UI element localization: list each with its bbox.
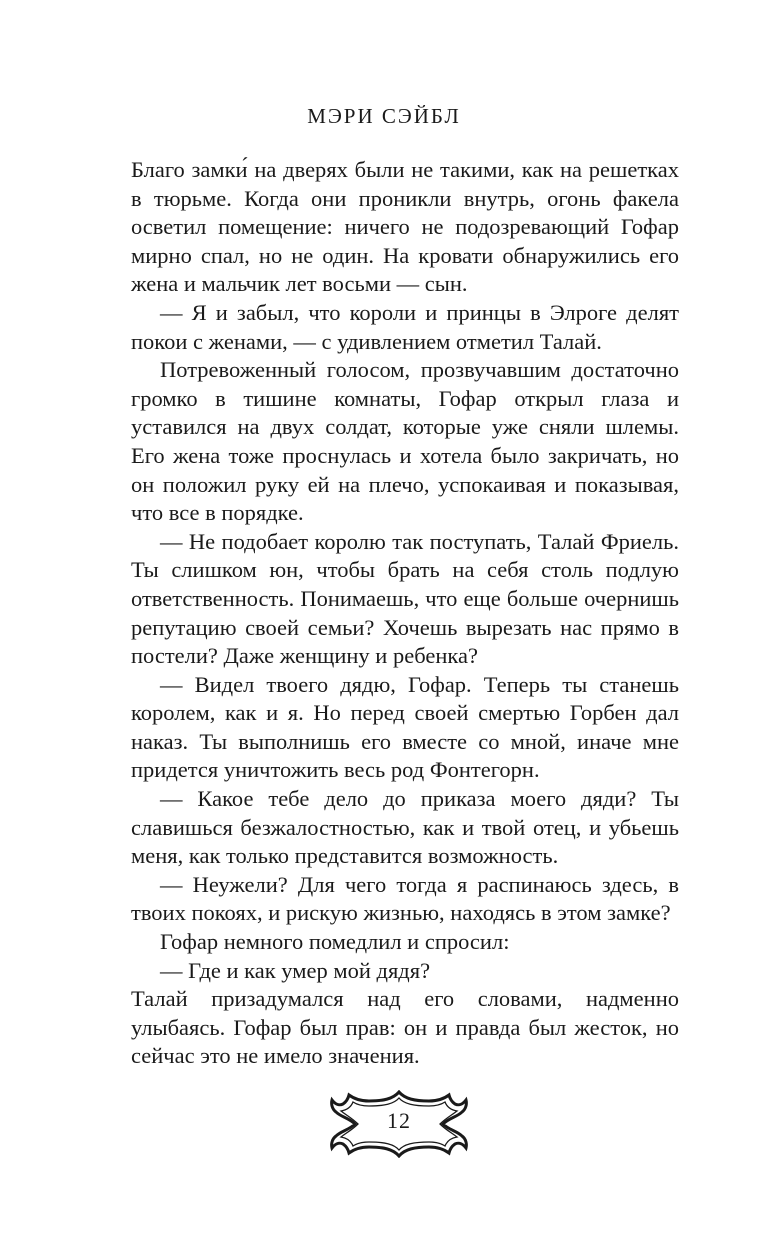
paragraph: — Я и забыл, что короли и принцы в Элроге делят покои с женами, — с удивлением отметил Талай. xyxy=(131,299,679,354)
running-head: МЭРИ СЭЙБЛ xyxy=(307,104,461,128)
body-text xyxy=(131,156,679,1071)
paragraph: — Не подобает королю так поступать, Талай Фриель. Ты слишком юн, чтобы брать на себя столь подлую ответственность. Понимаешь, что еще больше очернишь репутацию своей семьи? Хочешь вырезать нас прямо в постели? Даже женщину и ребенка? xyxy=(131,528,679,669)
page-number-frame xyxy=(329,1090,469,1158)
page-number: 12 xyxy=(387,1108,411,1133)
paragraph: — Какое тебе дело до приказа моего дяди? Ты славишься безжалостностью, как и твой отец, и убьешь меня, как только представится возможность. xyxy=(131,786,679,869)
paragraph: Потревоженный голосом, прозвучавшим достаточно громко в тишине комнаты, Гофар открыл глаза и уставился на двух солдат, которые уже сняли шлемы. Его жена тоже проснулась и хотела было закричать, но он положил руку ей на плечо, успокаивая и показывая, что все в порядке. xyxy=(131,357,679,526)
paragraph: Благо замки́ на дверях были не такими, как на решетках в тюрьме. Когда они проникли внутрь, огонь факела осветил помещение: ничего не подозревающий Гофар мирно спал, но не один. На кровати обнаружились его жена и мальчик лет восьми — сын. xyxy=(131,157,679,297)
paragraph: Гофар немного помедлил и спросил: xyxy=(160,929,510,955)
paragraph: — Где и как умер мой дядя? xyxy=(160,957,431,983)
paragraph: Талай призадумался над его словами, надменно улыбаясь. Гофар был прав: он и правда был жесток, но сейчас это не имело значения. xyxy=(131,986,679,1069)
paragraph: — Видел твоего дядю, Гофар. Теперь ты станешь королем, как и я. Но перед своей смертью Горбен дал наказ. Ты выполнишь его вместе со мной, иначе мне придется уничтожить весь род Фонтегорн. xyxy=(131,671,679,783)
paragraph: — Неужели? Для чего тогда я распинаюсь здесь, в твоих покоях, и рискую жизнью, находясь в этом замке? xyxy=(131,871,679,926)
